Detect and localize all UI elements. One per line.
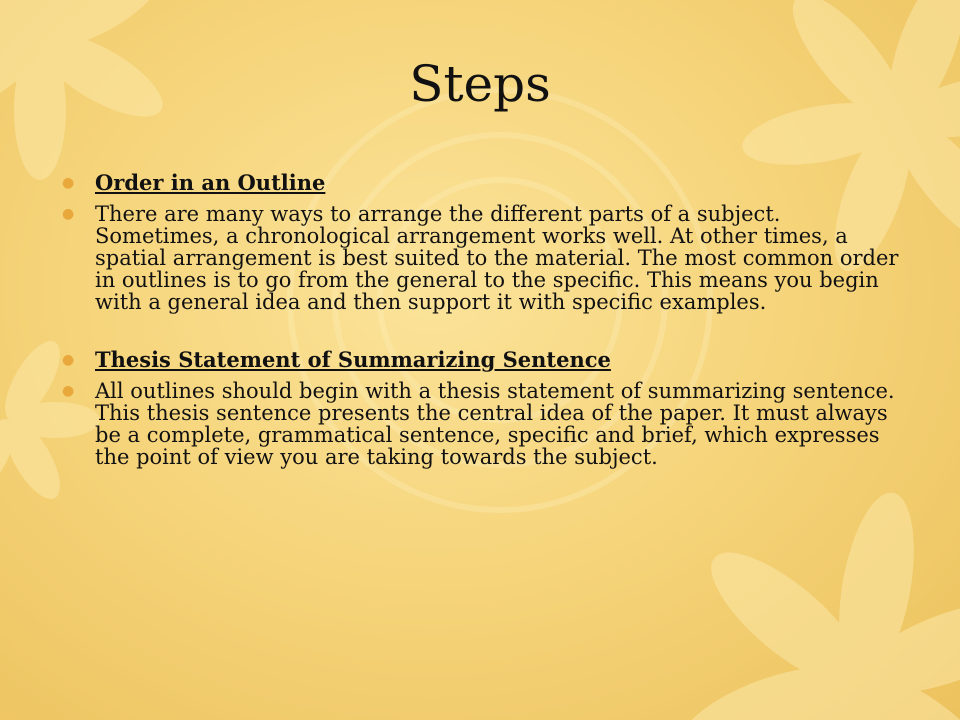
bullet-dot-icon: ● xyxy=(62,175,75,191)
bullet-heading-text: Thesis Statement of Summarizing Sentence xyxy=(95,347,611,372)
bullet-dot-icon: ● xyxy=(62,383,75,399)
bullet-dot-icon: ● xyxy=(62,206,75,222)
bullet-item xyxy=(62,203,902,313)
bullet-heading-text: Order in an Outline xyxy=(95,170,326,195)
slide-title: Steps xyxy=(409,55,551,113)
bullet-body-text: All outlines should begin with a thesis statement of summarizing sentence. This thesis sentence presents the central idea of the paper. It must always be a complete, grammatical sentence, specific and brief, which expresses the point of view you are taking towards the subject. xyxy=(95,379,895,469)
bullet-body-text: There are many ways to arrange the different parts of a subject. Sometimes, a chronological arrangement works well. At other times, a spatial arrangement is best suited to the material. The most common order in outlines is to go from the general to the specific. This means you begin with a general idea and then support it with specific examples. xyxy=(95,202,899,314)
bullet-dot-icon: ● xyxy=(62,352,75,368)
bullet-item xyxy=(62,380,902,468)
bullet-item xyxy=(62,172,902,194)
bullet-item xyxy=(62,349,902,371)
bullet-list xyxy=(62,172,902,468)
